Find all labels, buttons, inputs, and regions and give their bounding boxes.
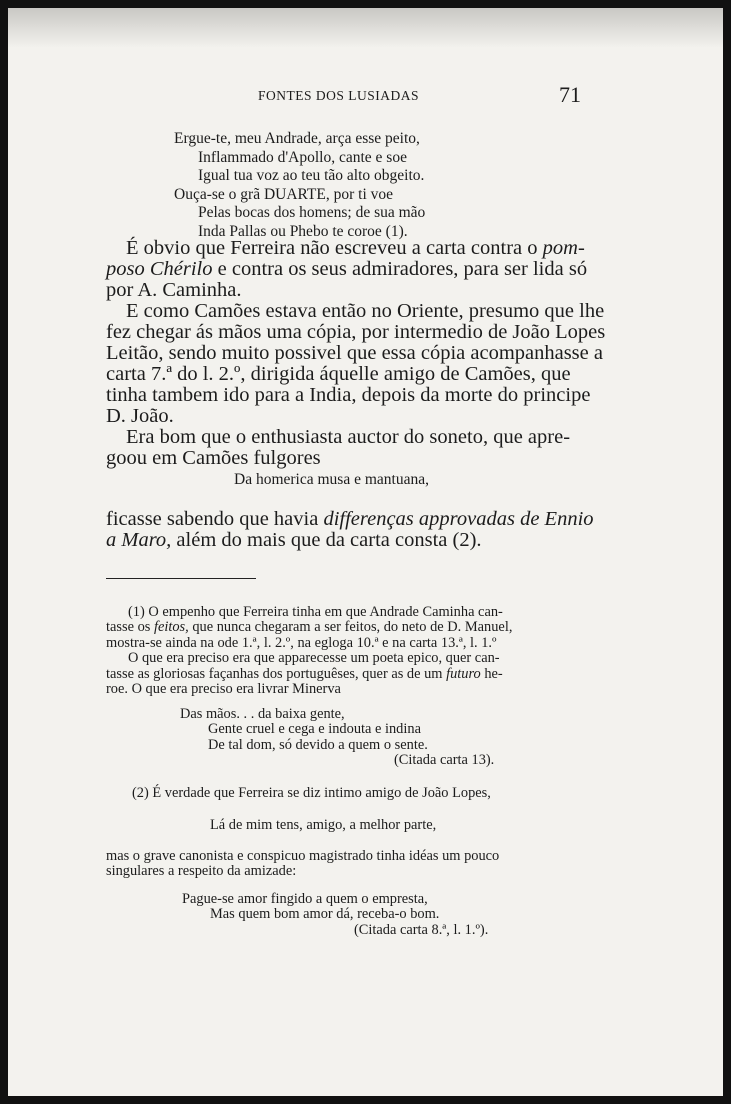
text-line: Era bom que o enthusiasta auctor do soneto, que apre- — [126, 426, 571, 448]
text-line: E como Camões estava então no Oriente, presumo que lhe — [126, 300, 605, 322]
text-line: poso Chérilo e contra os seus admiradores, para ser lida só — [106, 258, 588, 280]
verse-line: Das mãos. . . da baixa gente, — [180, 706, 345, 722]
text-line: É obvio que Ferreira não escreveu a carta contra o pom- — [126, 237, 585, 259]
verse-line: De tal dom, só devido a quem o sente. — [208, 736, 428, 753]
footnote-line: O que era preciso era que apparecesse um poeta epico, quer can- — [128, 650, 500, 667]
running-header: FONTES DOS LUSIADAS — [258, 88, 420, 103]
verse-line: Ouça-se o grã DUARTE, por ti voe — [174, 185, 394, 203]
text-line: ficasse sabendo que havia differenças approvadas de Ennio — [106, 508, 594, 530]
footnote-line: (1) O empenho que Ferreira tinha em que Andrade Caminha can- — [128, 604, 503, 620]
footnote-line: tasse os feitos, que nunca chegaram a ser feitos, do neto de D. Manuel, — [106, 619, 513, 636]
body-paragraph-2 — [106, 301, 605, 427]
body-paragraph-4 — [106, 509, 594, 551]
text-line: a Maro, além do mais que da carta consta (2). — [106, 529, 482, 551]
verse-line: Igual tua voz ao teu tão alto obgeito. — [198, 167, 425, 185]
text-line: por A. Caminha. — [106, 279, 242, 301]
quoted-verse: Da homerica musa e mantuana, — [234, 471, 429, 488]
verse-line: Ergue-te, meu Andrade, arça esse peito, — [174, 130, 420, 147]
footnote-2-continued — [106, 849, 499, 880]
verse-line: Gente cruel e cega e indouta e indina — [208, 721, 421, 738]
footnote-line: roe. O que era preciso era livrar Minerva — [106, 681, 341, 698]
text-line: D. João. — [106, 405, 174, 427]
footnote-1 — [106, 605, 512, 697]
body-paragraph-1 — [106, 238, 587, 301]
verse-line: Inflammado d'Apollo, cante e soe — [198, 148, 407, 166]
page-number: 71 — [559, 82, 581, 107]
opening-verse — [174, 130, 425, 242]
footnote-line: tasse as gloriosas façanhas dos portuguêses, quer as de um futuro he- — [106, 665, 503, 682]
footnote-line: singulares a respeito da amizade: — [106, 863, 297, 880]
citation: (Citada carta 13). — [394, 752, 495, 769]
verse-line: Mas quem bom amor dá, receba-o bom. — [210, 906, 440, 923]
verse-line: Pague-se amor fingido a quem o empresta, — [182, 891, 428, 907]
verse-line: Pelas bocas dos homens; de sua mão — [198, 204, 426, 222]
book-page — [8, 8, 723, 1096]
footnote-quote: Lá de mim tens, amigo, a melhor parte, — [210, 817, 437, 833]
footnote-line: mostra-se ainda na ode 1.ª, l. 2.º, na egloga 10.ª e na carta 13.ª, l. 1.º — [106, 634, 497, 651]
footnote-verse-2 — [182, 892, 488, 938]
text-line: Leitão, sendo muito possivel que essa cópia acompanhasse a — [106, 342, 603, 364]
footnote-verse — [180, 707, 494, 769]
citation: (Citada carta 8.ª, l. 1.º). — [354, 921, 489, 938]
verse-line: Inda Pallas ou Phebo te coroe (1). — [198, 222, 408, 240]
text-line: tinha tambem ido para a India, depois da morte do principe — [106, 384, 591, 406]
text-line: carta 7.ª do l. 2.º, dirigida áquelle amigo de Camões, que — [106, 363, 571, 385]
text-line: fez chegar ás mãos uma cópia, por intermedio de João Lopes — [106, 321, 606, 343]
footnote-rule — [106, 578, 256, 579]
text-line: goou em Camões fulgores — [106, 447, 321, 469]
body-paragraph-3 — [106, 427, 570, 469]
footnote-2: (2) É verdade que Ferreira se diz intimo amigo de João Lopes, — [132, 785, 491, 801]
footnote-line: mas o grave canonista e conspicuo magistrado tinha idéas um pouco — [106, 848, 500, 864]
